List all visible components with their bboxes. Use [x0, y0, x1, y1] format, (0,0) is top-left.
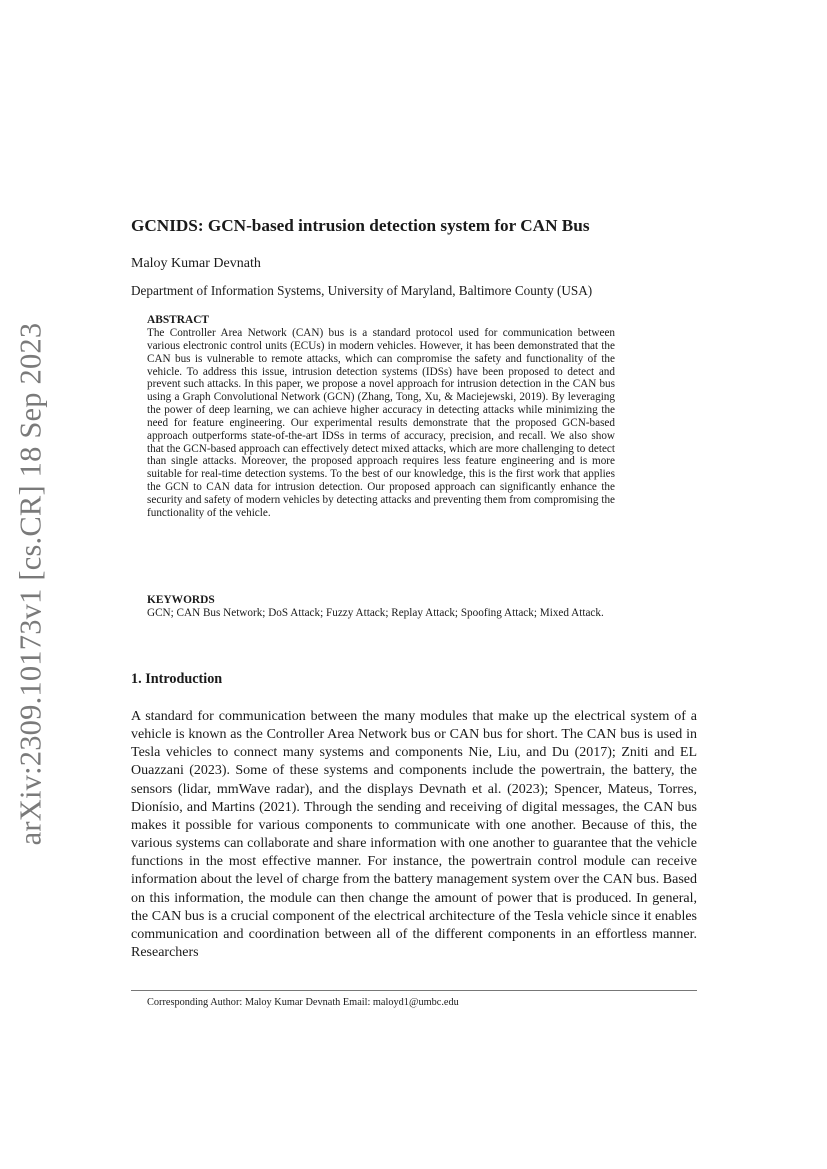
keywords-heading: KEYWORDS [147, 594, 215, 606]
author-name: Maloy Kumar Devnath [131, 256, 261, 271]
abstract-block [147, 313, 615, 520]
paper-title: GCNIDS: GCN-based intrusion detection system for CAN Bus [131, 216, 590, 235]
corresponding-author-footnote: Corresponding Author: Maloy Kumar Devnath Email: maloyd1@umbc.edu [147, 997, 459, 1008]
section-heading: 1. Introduction [131, 671, 223, 687]
arxiv-identifier: arXiv:2309.10173v1 [cs.CR] 18 Sep 2023 [13, 322, 48, 846]
keywords-text: GCN; CAN Bus Network; DoS Attack; Fuzzy Attack; Replay Attack; Spoofing Attack; Mixed Attack. [147, 607, 604, 619]
abstract-text: The Controller Area Network (CAN) bus is a standard protocol used for communication between various electronic control units (ECUs) in modern vehicles. However, it has been demonstrated that the CAN bus is vulnerable to remote attacks, which can compromise the safety and functionality of the vehicle. To address this issue, intrusion detection systems (IDSs) have been proposed to detect and prevent such attacks. In this paper, we propose a novel approach for intrusion detection in the CAN bus using a Graph Convolutional Network (GCN) (Zhang, Tong, Xu, & Maciejewski, 2019). By leveraging the power of deep learning, we can achieve higher accuracy in detecting attacks while minimizing the need for feature engineering. Our experimental results demonstrate that the proposed GCN-based approach outperforms state-of-the-art IDSs in terms of accuracy, precision, and recall. We also show that the GCN-based approach can effectively detect mixed attacks, which are more challenging to detect than single attacks. Moreover, the proposed approach requires less feature engineering and is more suitable for real-time detection systems. To the best of our knowledge, this is the first work that applies the GCN to CAN data for intrusion detection. Our proposed approach can significantly enhance the security and safety of modern vehicles by detecting attacks and preventing them from compromising the functionality of the vehicle. [147, 327, 615, 519]
introduction-body [131, 708, 697, 962]
keywords-block [147, 593, 615, 620]
arxiv-stamp [0, 0, 60, 1169]
abstract-heading: ABSTRACT [147, 314, 210, 326]
author-affiliation: Department of Information Systems, University of Maryland, Baltimore County (USA) [131, 283, 593, 298]
footnote-divider [131, 990, 697, 991]
introduction-paragraph: A standard for communication between the many modules that make up the electrical system of a vehicle is known as the Controller Area Network bus or CAN bus for short. The CAN bus is used in Tesla vehicles to connect many systems and components Nie, Liu, and Du (2017); Zniti and EL Ouazzani (2023). Some of these systems and components include the powertrain, the battery, the sensors (lidar, mmWave radar), and the displays Devnath et al. (2023); Spencer, Mateus, Torres, Dionísio, and Martins (2021). Through the sending and receiving of digital messages, the CAN bus makes it possible for various components to communicate with one another. Because of this, the various systems can collaborate and share information with one another to guarantee that the vehicle functions in the most effective manner. For instance, the powertrain control module can receive information about the level of charge from the battery management system over the CAN bus. Based on this information, the module can then change the amount of power that is produced. In general, the CAN bus is a crucial component of the electrical architecture of the Tesla vehicle since it enables communication and coordination between all of the different components in an effortless manner. Researchers [131, 709, 697, 961]
